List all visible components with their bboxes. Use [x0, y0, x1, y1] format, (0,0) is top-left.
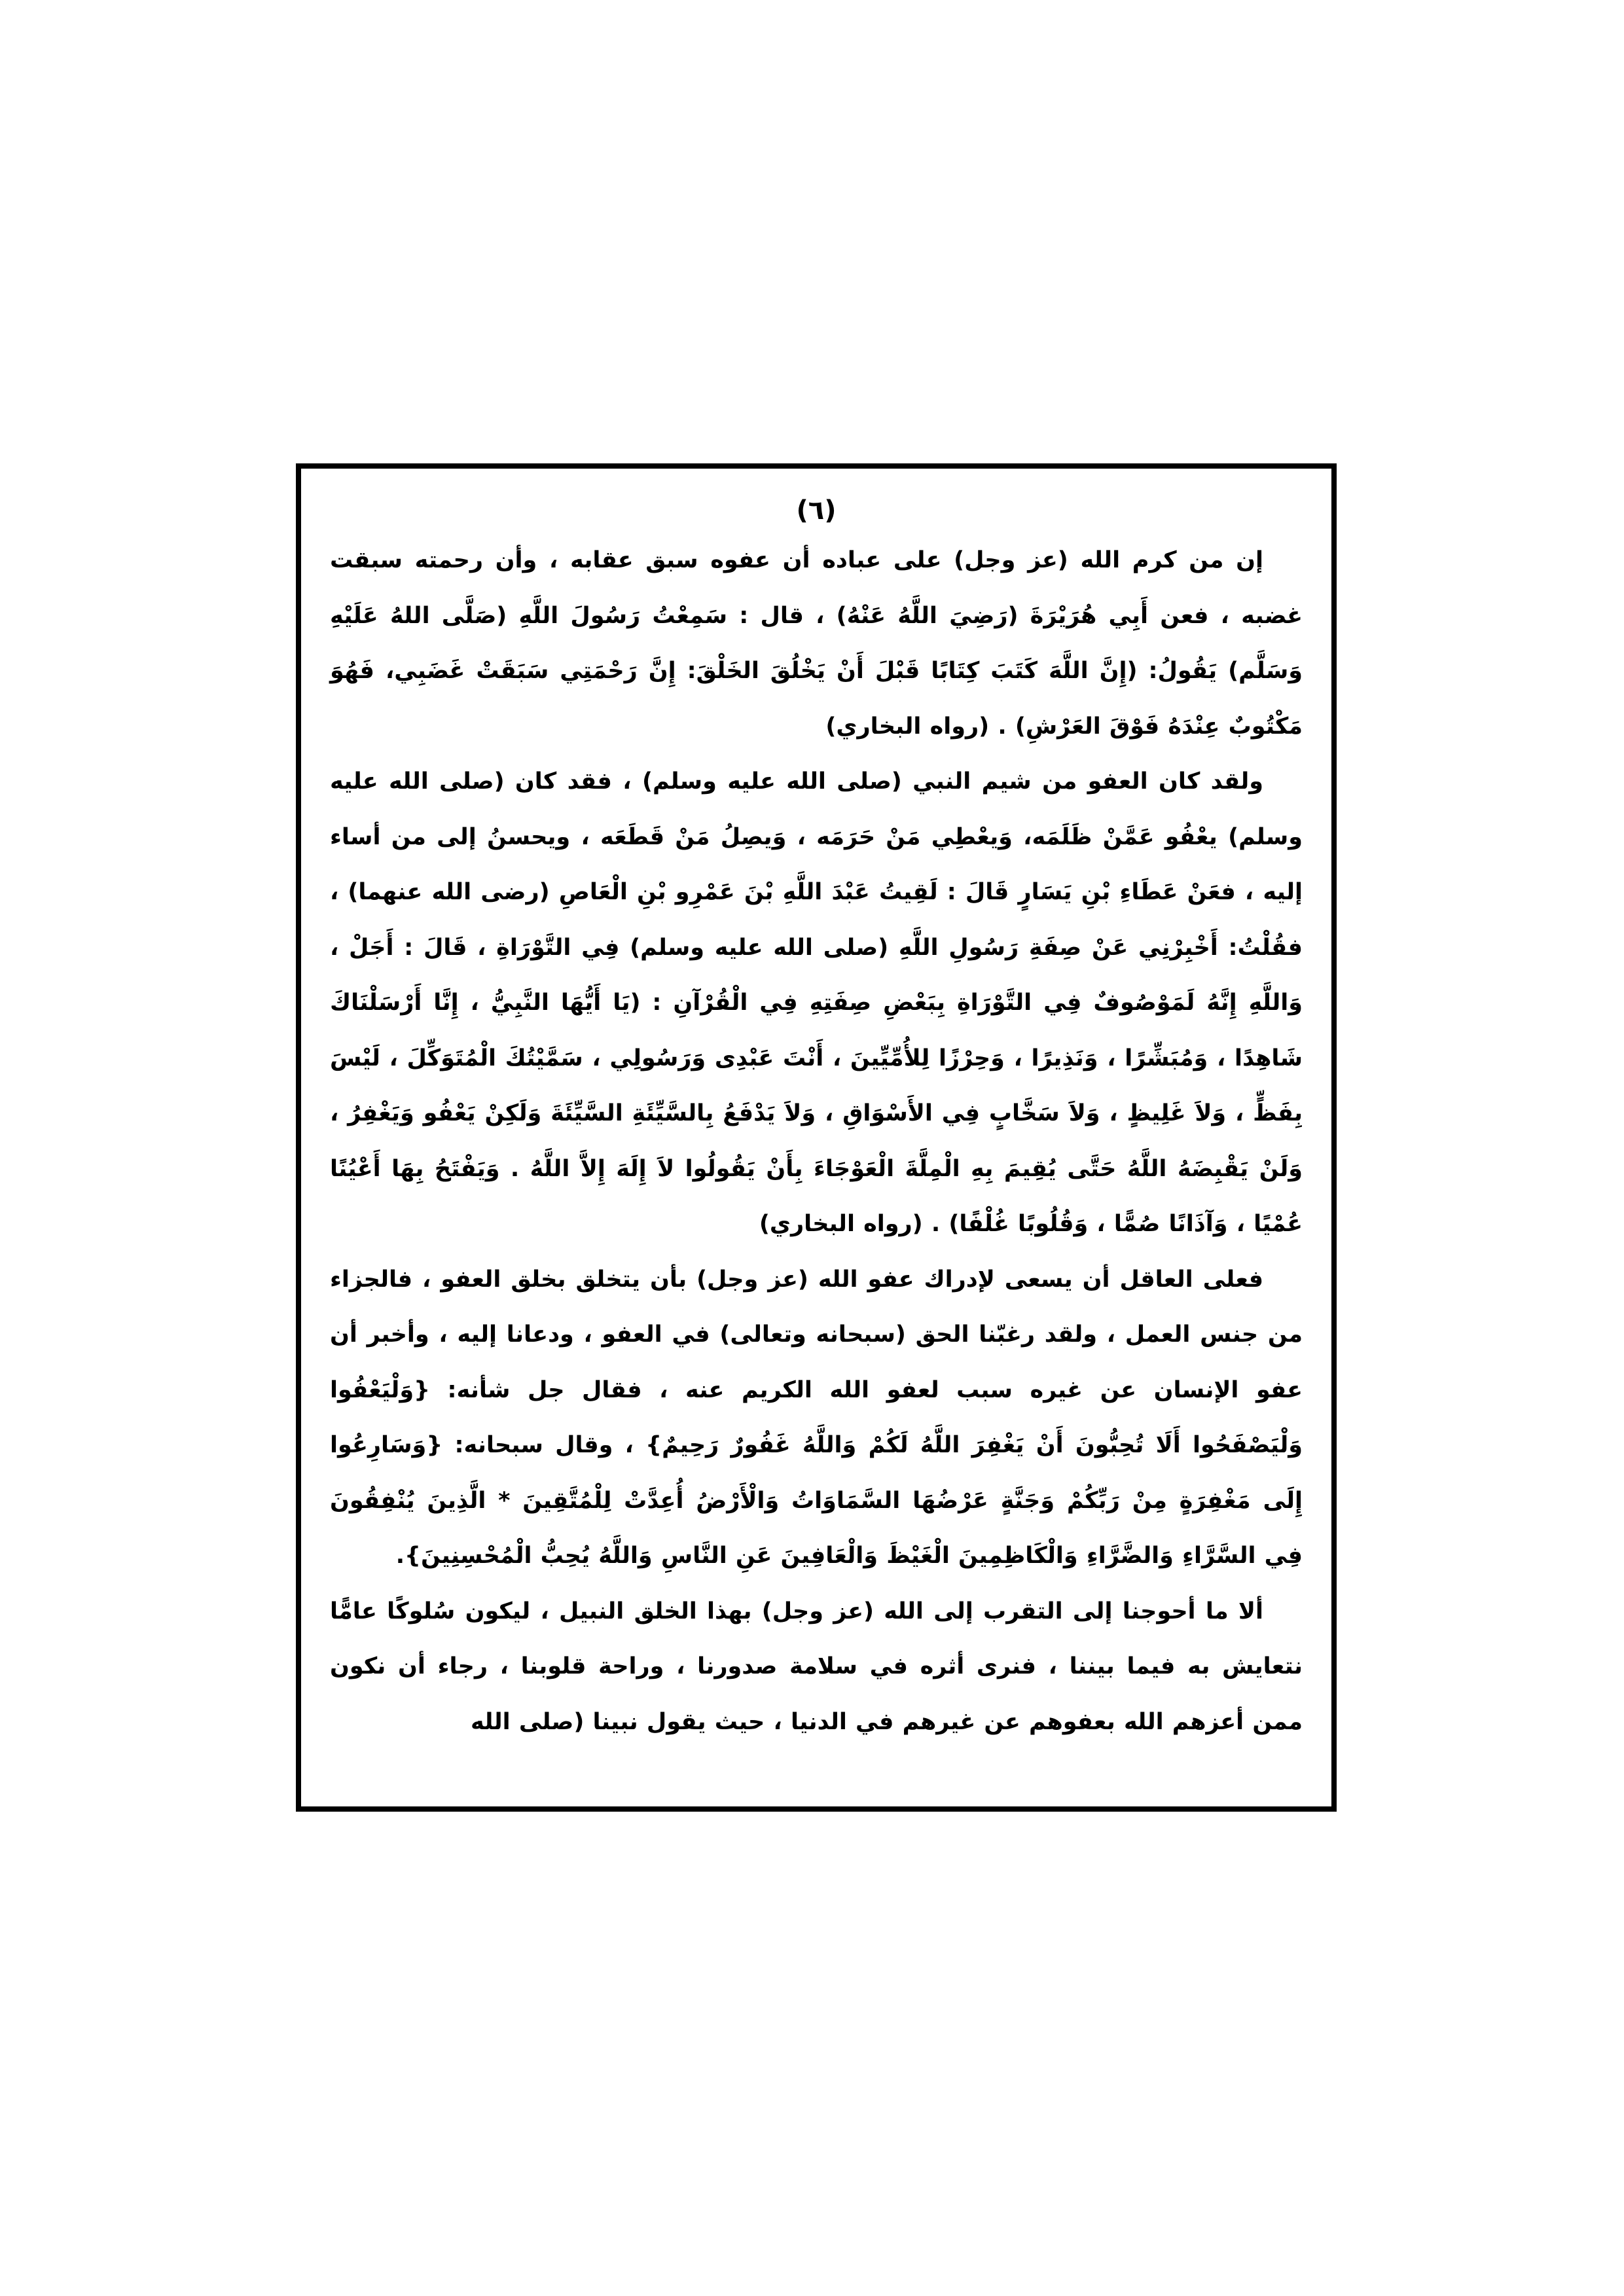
paragraph-closing: ألا ما أحوجنا إلى التقرب إلى الله (عز وجل) بهذا الخلق النبيل ، ليكون سُلوكًا عامًّا نتعايش به فيما بيننا ، فنرى أثره في سلامة صدورنا ، وراحة قلوبنا ، رجاء أن نكون ممن أعزهم الله بعفوهم عن غيرهم في الدنيا ، حيث يقول نبينا (صلى الله: [330, 1598, 1303, 1735]
paragraph-wise-person: فعلى العاقل أن يسعى لإدراك عفو الله (عز وجل) بأن يتخلق بخلق العفو ، فالجزاء من جنس العمل ، ولقد رغبّنا الحق (سبحانه وتعالى) في العفو ، ودعانا إليه ، وأخبر أن عفو الإنسان عن غيره سبب لعفو الله الكريم عنه ، فقال جل شأنه: {وَلْيَعْفُوا وَلْيَصْفَحُوا أَلَا تُحِبُّونَ أَنْ يَغْفِرَ اللَّهُ لَكُمْ وَاللَّهُ غَفُورٌ رَحِيمٌ} ، وقال سبحانه: {وَسَارِعُوا إِلَى مَغْفِرَةٍ مِنْ رَبِّكُمْ وَجَنَّةٍ عَرْضُهَا السَّمَاوَاتُ وَالْأَرْضُ أُعِدَّتْ لِلْمُتَّقِينَ * الَّذِينَ يُنْفِقُونَ فِي السَّرَّاءِ وَالضَّرَّاءِ وَالْكَاظِمِينَ الْغَيْظَ وَالْعَافِينَ عَنِ النَّاسِ وَاللَّهُ يُحِبُّ الْمُحْسِنِينَ}.: [330, 1266, 1303, 1569]
page-number: (٦): [796, 495, 837, 526]
paragraph-intro: إن من كرم الله (عز وجل) على عباده أن عفوه سبق عقابه ، وأن رحمته سبقت غضبه ، فعن أَبِي هُرَيْرَةَ (رَضِيَ اللَّهُ عَنْهُ) ، قال : سَمِعْتُ رَسُولَ اللَّهِ (صَلَّى اللهُ عَلَيْهِ وَسَلَّم) يَقُولُ: (إِنَّ اللَّهَ كَتَبَ كِتَابًا قَبْلَ أَنْ يَخْلُقَ الخَلْقَ: إِنَّ رَحْمَتِي سَبَقَتْ غَضَبِي، فَهُوَ مَكْتُوبٌ عِنْدَهُ فَوْقَ العَرْشِ) . (رواه البخاري): [330, 547, 1303, 740]
paragraph-prophet-forgiveness: ولقد كان العفو من شيم النبي (صلى الله عليه وسلم) ، فقد كان (صلى الله عليه وسلم) يعْفُو عَمَّنْ ظَلَمَه، وَيعْطِي مَنْ حَرَمَه ، وَيصِلُ مَنْ قَطَعَه ، ويحسنُ إلى من أساء إليه ، فعَنْ عَطَاءِ بْنِ يَسَارٍ قَالَ : لَقِيتُ عَبْدَ اللَّهِ بْنَ عَمْرِو بْنِ الْعَاصِ (رضى الله عنهما) ، فقُلْتُ: أَخْبِرْنِي عَنْ صِفَةِ رَسُولِ اللَّهِ (صلى الله عليه وسلم) فِي التَّوْرَاةِ ، قَالَ : أَجَلْ ، وَاللَّهِ إِنَّهُ لَمَوْصُوفٌ فِي التَّوْرَاةِ بِبَعْضِ صِفَتِهِ فِي الْقُرْآنِ : (يَا أَيُّهَا النَّبِيُّ ، إِنَّا أَرْسَلْنَاكَ شَاهِدًا ، وَمُبَشِّرًا ، وَنَذِيرًا ، وَحِرْزًا لِلأُمِّيِّينَ ، أَنْتَ عَبْدِى وَرَسُولِي ، سَمَّيْتُكَ الْمُتَوَكِّلَ ، لَيْسَ بِفَظٍّ ، وَلاَ غَلِيظٍ ، وَلاَ سَخَّابٍ فِي الأَسْوَاقِ ، وَلاَ يَدْفَعُ بِالسَّيِّئَةِ السَّيِّئَةَ وَلَكِنْ يَعْفُو وَيَغْفِرُ ، وَلَنْ يَقْبِضَهُ اللَّهُ حَتَّى يُقِيمَ بِهِ الْمِلَّةَ الْعَوْجَاءَ بِأَنْ يَقُولُوا لاَ إِلَهَ إِلاَّ اللَّهُ . وَيَفْتَحُ بِهَا أَعْيُنًا عُمْيًا ، وَآذَانًا صُمًّا ، وَقُلُوبًا غُلْفًا) . (رواه البخاري): [330, 768, 1303, 1237]
page-frame: [296, 463, 1337, 1812]
